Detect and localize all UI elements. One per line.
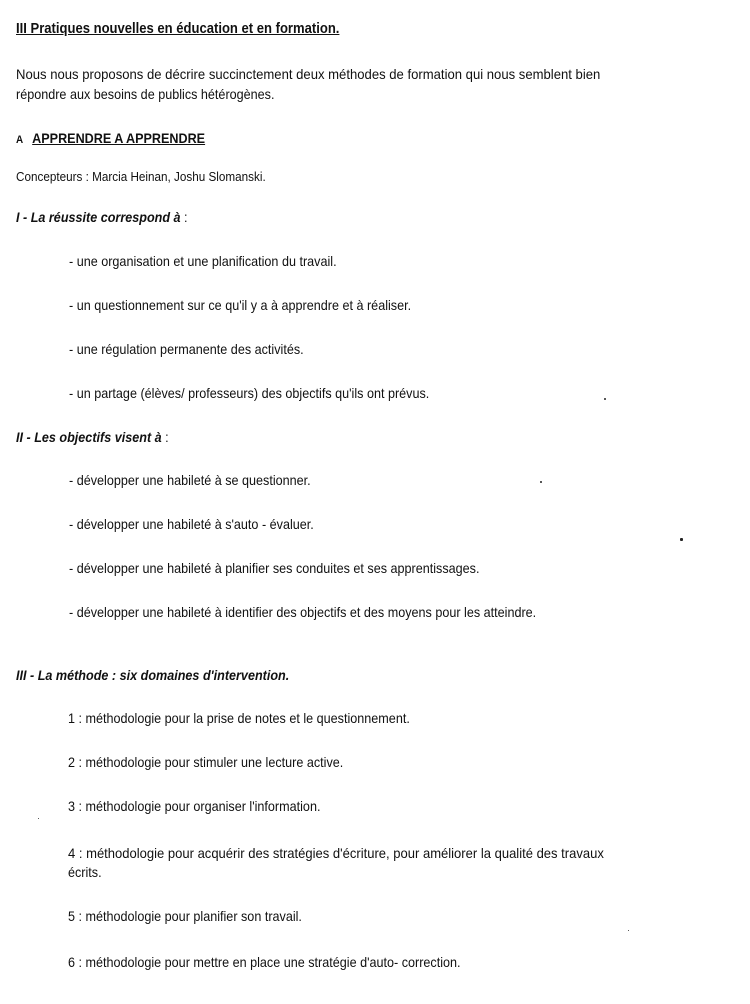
scan-speck [540,481,542,483]
intro-paragraph-line-2: répondre aux besoins de publics hétérogènes. [16,86,275,102]
scan-speck [628,930,629,931]
part2-heading: II - Les objectifs visent à [16,429,162,445]
part1-heading-suffix: : [180,209,188,225]
part3-item: 5 : méthodologie pour planifier son travail. [68,908,302,924]
part2-item: - développer une habileté à identifier des objectifs et des moyens pour les atteindre. [69,604,537,620]
section-a-letter: A [16,134,24,146]
part2-item: - développer une habileté à planifier ses conduites et ses apprentissages. [69,560,480,576]
part1-heading: I - La réussite correspond à [16,209,181,225]
part1-item: - un partage (élèves/ professeurs) des objectifs qu'ils ont prévus. [69,385,430,401]
part1-item: - une organisation et une planification du travail. [69,253,337,269]
section-a-title: APPRENDRE A APPRENDRE [32,130,206,146]
part3-item: 6 : méthodologie pour mettre en place une stratégie d'auto- correction. [68,954,461,970]
scan-speck [680,538,683,541]
page-title: III Pratiques nouvelles en éducation et en formation. [16,21,340,37]
part2-item: - développer une habileté à s'auto - évaluer. [69,516,314,532]
part2-heading-row [16,428,169,447]
scan-speck [38,818,39,819]
part3-item: 1 : méthodologie pour la prise de notes et le questionnement. [68,710,410,726]
part3-item-continuation: écrits. [68,864,102,880]
part3-item: 2 : méthodologie pour stimuler une lecture active. [68,754,344,770]
part3-item: 4 : méthodologie pour acquérir des stratégies d'écriture, pour améliorer la qualité des travaux [68,845,604,861]
part3-heading: III - La méthode : six domaines d'intervention. [16,667,290,683]
part2-heading-suffix: : [161,429,169,445]
section-a-heading [16,129,205,150]
intro-paragraph-line-1: Nous nous proposons de décrire succinctement deux méthodes de formation qui nous semblent bien [16,66,601,82]
designers-line: Concepteurs : Marcia Heinan, Joshu Slomanski. [16,169,266,184]
part1-heading-row [16,208,188,227]
part1-item: - une régulation permanente des activités. [69,341,304,357]
part2-item: - développer une habileté à se questionner. [69,472,311,488]
scan-speck [604,398,606,400]
part3-item: 3 : méthodologie pour organiser l'information. [68,798,321,814]
part1-item: - un questionnement sur ce qu'il y a à apprendre et à réaliser. [69,297,412,313]
